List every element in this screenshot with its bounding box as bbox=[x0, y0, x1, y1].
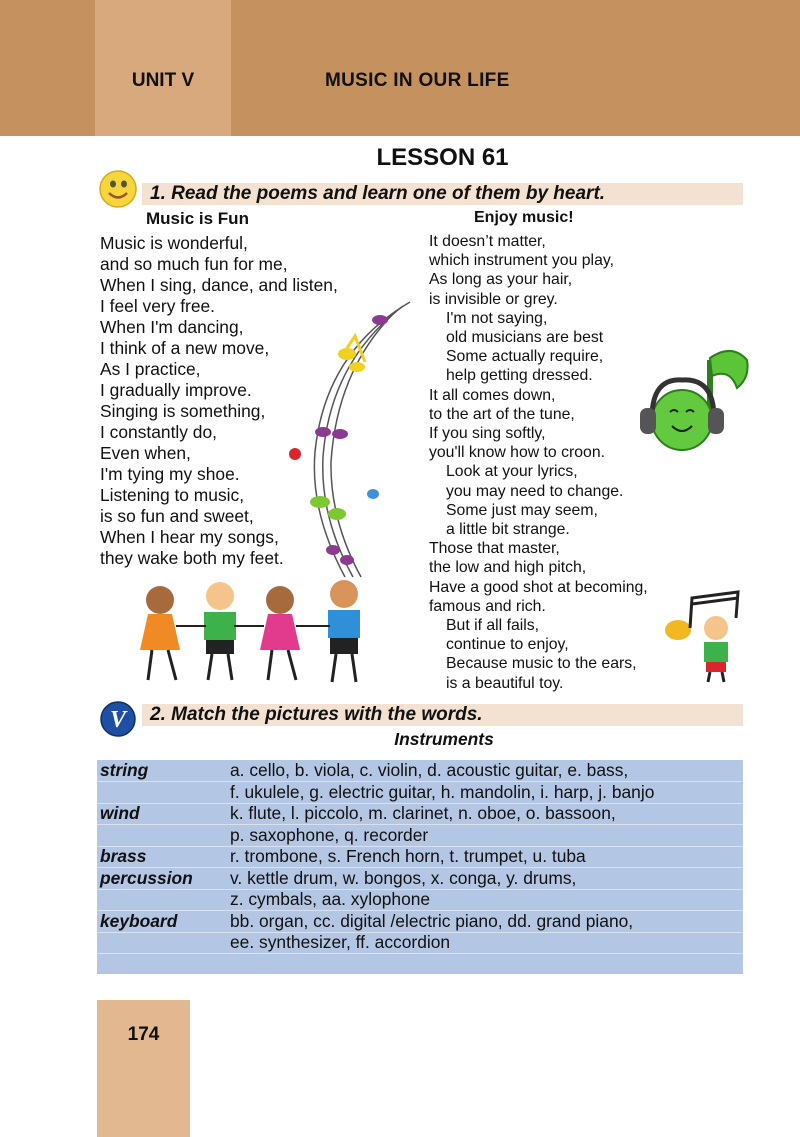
poem-line: Some just may seem, bbox=[446, 501, 598, 519]
instrument-list: bb. organ, cc. digital /electric piano, dd. grand piano, bbox=[230, 910, 634, 931]
instrument-list: p. saxophone, q. recorder bbox=[230, 824, 429, 845]
poem-line: famous and rich. bbox=[429, 597, 546, 615]
table-row bbox=[97, 803, 743, 825]
poem-line: Singing is something, bbox=[100, 401, 266, 421]
poem-line: they wake both my feet. bbox=[100, 548, 284, 568]
poem-line: Even when, bbox=[100, 443, 191, 463]
table-row bbox=[97, 868, 743, 890]
poem-line: I feel very free. bbox=[100, 296, 216, 316]
poem-line: continue to enjoy, bbox=[446, 636, 569, 654]
instrument-list: ee. synthesizer, ff. accordion bbox=[230, 932, 451, 952]
instrument-list: v. kettle drum, w. bongos, x. conga, y. drums, bbox=[230, 867, 577, 888]
poem-line: which instrument you play, bbox=[429, 252, 614, 270]
task2-instruction: 2. Match the pictures with the words. bbox=[150, 704, 483, 725]
table-row bbox=[97, 911, 743, 933]
poem-line: Those that master, bbox=[429, 540, 560, 558]
poem-line: a little bit strange. bbox=[446, 521, 570, 539]
poem-line: I gradually improve. bbox=[100, 380, 252, 400]
poem-line: If you sing softly, bbox=[429, 425, 546, 443]
instruments-title: Instruments bbox=[394, 729, 494, 749]
poem-line: help getting dressed. bbox=[446, 367, 593, 385]
poem-line: I constantly do, bbox=[100, 422, 217, 442]
poem-line: is a beautiful toy. bbox=[446, 674, 564, 692]
table-row bbox=[97, 846, 743, 868]
poem-line: the low and high pitch, bbox=[429, 559, 587, 577]
poem-line: is invisible or grey. bbox=[429, 290, 558, 308]
poem-line: Have a good shot at becoming, bbox=[429, 578, 648, 596]
category-label: brass bbox=[100, 846, 147, 866]
unit-title: MUSIC IN OUR LIFE bbox=[325, 70, 510, 91]
poem-line: When I'm dancing, bbox=[100, 317, 244, 337]
smiley-icon bbox=[98, 169, 138, 209]
poem-line: Because music to the ears, bbox=[446, 655, 637, 673]
instrument-list: a. cello, b. viola, c. violin, d. acoustic guitar, e. bass, bbox=[230, 760, 629, 780]
table-row bbox=[97, 932, 743, 954]
children-illustration bbox=[132, 578, 372, 688]
poem-line: As I practice, bbox=[100, 359, 201, 379]
instrument-list: k. flute, l. piccolo, m. clarinet, n. oboe, o. bassoon, bbox=[230, 803, 616, 823]
headphone-note-illustration bbox=[632, 338, 752, 463]
poem-line: But if all fails, bbox=[446, 617, 540, 635]
instrument-list: z. cymbals, aa. xylophone bbox=[230, 889, 431, 909]
poem2-body bbox=[429, 232, 648, 693]
instrument-list: r. trombone, s. French horn, t. trumpet, u. tuba bbox=[230, 846, 586, 866]
poem-line: When I hear my songs, bbox=[100, 527, 279, 547]
poem-line: and so much fun for me, bbox=[100, 254, 288, 274]
table-row bbox=[97, 954, 743, 975]
music-notes-illustration bbox=[285, 292, 415, 582]
table-row bbox=[97, 760, 743, 782]
poem-line: Look at your lyrics, bbox=[446, 463, 578, 481]
poem-line: When I sing, dance, and listen, bbox=[100, 275, 338, 295]
category-label: wind bbox=[100, 803, 140, 823]
page-number-tab bbox=[97, 1000, 190, 1137]
poem-line: is so fun and sweet, bbox=[100, 506, 254, 526]
unit-label: UNIT V bbox=[131, 70, 195, 91]
poem-line: I'm tying my shoe. bbox=[100, 464, 240, 484]
poem-line: Some actually require, bbox=[446, 348, 604, 366]
poem-line: Music is wonderful, bbox=[100, 233, 248, 253]
instrument-list: f. ukulele, g. electric guitar, h. mandolin, i. harp, j. banjo bbox=[230, 781, 655, 802]
category-label: keyboard bbox=[100, 910, 178, 931]
table-row bbox=[97, 889, 743, 911]
poem-line: It all comes down, bbox=[429, 386, 556, 404]
poem-line: to the art of the tune, bbox=[429, 405, 575, 423]
category-label: string bbox=[100, 760, 149, 780]
poem-line: I think of a new move, bbox=[100, 338, 270, 358]
poem2-title: Enjoy music! bbox=[474, 209, 574, 226]
task1-instruction: 1. Read the poems and learn one of them by heart. bbox=[150, 183, 606, 204]
table-row bbox=[97, 782, 743, 804]
poem-line: Listening to music, bbox=[100, 485, 245, 505]
poem-line: old musicians are best bbox=[446, 329, 604, 347]
poem-line: As long as your hair, bbox=[429, 271, 573, 289]
boy-with-note-illustration bbox=[662, 588, 746, 684]
page-number: 174 bbox=[127, 1024, 160, 1045]
instruments-table bbox=[97, 760, 743, 974]
poem-line: you may need to change. bbox=[446, 482, 624, 500]
category-label: percussion bbox=[100, 867, 193, 888]
table-row bbox=[97, 825, 743, 847]
lesson-title: LESSON 61 bbox=[376, 144, 509, 171]
poem-line: I'm not saying, bbox=[446, 309, 548, 327]
poem-line: you'll know how to croon. bbox=[429, 444, 605, 462]
unit-tab bbox=[95, 0, 231, 136]
poem1-title: Music is Fun bbox=[146, 209, 249, 228]
task2-badge-letter: V bbox=[109, 707, 127, 733]
poem-line: It doesn’t matter, bbox=[429, 233, 546, 250]
